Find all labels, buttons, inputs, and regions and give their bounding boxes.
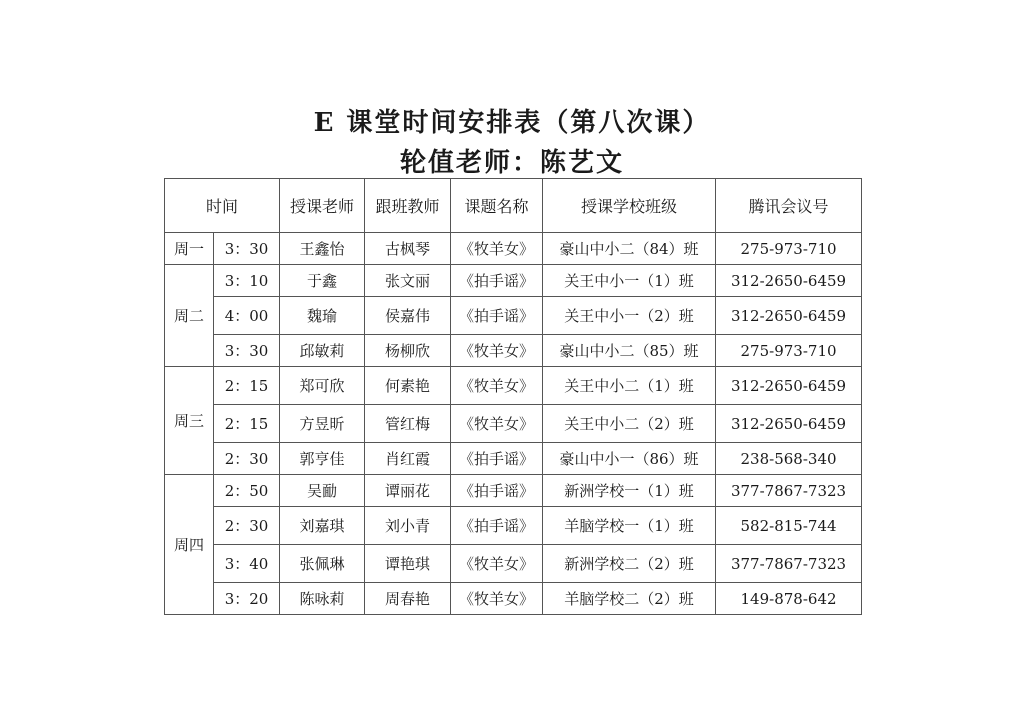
school-cell: 关王中小一（2）班 — [543, 297, 716, 335]
topic-cell: 《牧羊女》 — [451, 545, 543, 583]
teacher-cell: 吴勔 — [280, 475, 365, 507]
meeting-cell: 238-568-340 — [716, 443, 862, 475]
meeting-cell: 312-2650-6459 — [716, 367, 862, 405]
topic-cell: 《牧羊女》 — [451, 335, 543, 367]
meeting-cell: 312-2650-6459 — [716, 405, 862, 443]
topic-cell: 《拍手谣》 — [451, 507, 543, 545]
teacher-cell: 王鑫怡 — [280, 233, 365, 265]
teacher-cell: 刘嘉琪 — [280, 507, 365, 545]
teacher-cell: 张佩琳 — [280, 545, 365, 583]
header-row — [165, 179, 862, 233]
time-cell: 4：00 — [214, 297, 280, 335]
table-row — [165, 233, 862, 265]
teacher-cell: 方昱昕 — [280, 405, 365, 443]
header-meeting: 腾讯会议号 — [716, 179, 862, 233]
school-cell: 豪山中小二（85）班 — [543, 335, 716, 367]
assistant-cell: 谭丽花 — [365, 475, 451, 507]
teacher-cell: 郭亨佳 — [280, 443, 365, 475]
header-time: 时间 — [165, 179, 280, 233]
meeting-cell: 275-973-710 — [716, 335, 862, 367]
assistant-cell: 谭艳琪 — [365, 545, 451, 583]
time-cell: 3：10 — [214, 265, 280, 297]
meeting-cell: 312-2650-6459 — [716, 265, 862, 297]
topic-cell: 《牧羊女》 — [451, 367, 543, 405]
table-row — [165, 443, 862, 475]
assistant-cell: 刘小青 — [365, 507, 451, 545]
topic-cell: 《拍手谣》 — [451, 297, 543, 335]
topic-cell: 《拍手谣》 — [451, 443, 543, 475]
day-cell: 周四 — [165, 475, 214, 615]
table-row — [165, 335, 862, 367]
school-cell: 羊脑学校二（2）班 — [543, 583, 716, 615]
table-row — [165, 545, 862, 583]
header-topic: 课题名称 — [451, 179, 543, 233]
day-cell: 周三 — [165, 367, 214, 475]
school-cell: 羊脑学校一（1）班 — [543, 507, 716, 545]
assistant-cell: 肖红霞 — [365, 443, 451, 475]
time-cell: 3：30 — [214, 233, 280, 265]
meeting-cell: 149-878-642 — [716, 583, 862, 615]
school-cell: 新洲学校一（1）班 — [543, 475, 716, 507]
duty-teacher-subtitle: 轮值老师：陈艺文 — [399, 148, 624, 178]
assistant-cell: 管红梅 — [365, 405, 451, 443]
teacher-cell: 邱敏莉 — [280, 335, 365, 367]
teacher-cell: 陈咏莉 — [280, 583, 365, 615]
assistant-cell: 何素艳 — [365, 367, 451, 405]
topic-cell: 《牧羊女》 — [451, 405, 543, 443]
document-title: E 课堂时间安排表（第八次课） — [313, 108, 711, 138]
table-row — [165, 265, 862, 297]
meeting-cell: 312-2650-6459 — [716, 297, 862, 335]
table-row — [165, 405, 862, 443]
header-school: 授课学校班级 — [543, 179, 716, 233]
assistant-cell: 侯嘉伟 — [365, 297, 451, 335]
school-cell: 新洲学校二（2）班 — [543, 545, 716, 583]
teacher-cell: 魏瑜 — [280, 297, 365, 335]
meeting-cell: 582-815-744 — [716, 507, 862, 545]
topic-cell: 《牧羊女》 — [451, 583, 543, 615]
school-cell: 豪山中小一（86）班 — [543, 443, 716, 475]
table-row — [165, 367, 862, 405]
assistant-cell: 杨柳欣 — [365, 335, 451, 367]
school-cell: 关王中小一（1）班 — [543, 265, 716, 297]
school-cell: 关王中小二（1）班 — [543, 367, 716, 405]
topic-cell: 《拍手谣》 — [451, 475, 543, 507]
assistant-cell: 张文丽 — [365, 265, 451, 297]
day-cell: 周一 — [165, 233, 214, 265]
schedule-table — [164, 178, 862, 615]
day-cell: 周二 — [165, 265, 214, 367]
time-cell: 2：50 — [214, 475, 280, 507]
assistant-cell: 古枫琴 — [365, 233, 451, 265]
school-cell: 豪山中小二（84）班 — [543, 233, 716, 265]
time-cell: 3：30 — [214, 335, 280, 367]
time-cell: 3：40 — [214, 545, 280, 583]
table-row — [165, 507, 862, 545]
topic-cell: 《牧羊女》 — [451, 233, 543, 265]
meeting-cell: 275-973-710 — [716, 233, 862, 265]
time-cell: 2：30 — [214, 507, 280, 545]
table-row — [165, 475, 862, 507]
time-cell: 2：30 — [214, 443, 280, 475]
topic-cell: 《拍手谣》 — [451, 265, 543, 297]
meeting-cell: 377-7867-7323 — [716, 475, 862, 507]
assistant-cell: 周春艳 — [365, 583, 451, 615]
meeting-cell: 377-7867-7323 — [716, 545, 862, 583]
teacher-cell: 郑可欣 — [280, 367, 365, 405]
table-row — [165, 297, 862, 335]
header-assistant: 跟班教师 — [365, 179, 451, 233]
school-cell: 关王中小二（2）班 — [543, 405, 716, 443]
time-cell: 2：15 — [214, 367, 280, 405]
header-teacher: 授课老师 — [280, 179, 365, 233]
time-cell: 2：15 — [214, 405, 280, 443]
table-row — [165, 583, 862, 615]
time-cell: 3：20 — [214, 583, 280, 615]
teacher-cell: 于鑫 — [280, 265, 365, 297]
